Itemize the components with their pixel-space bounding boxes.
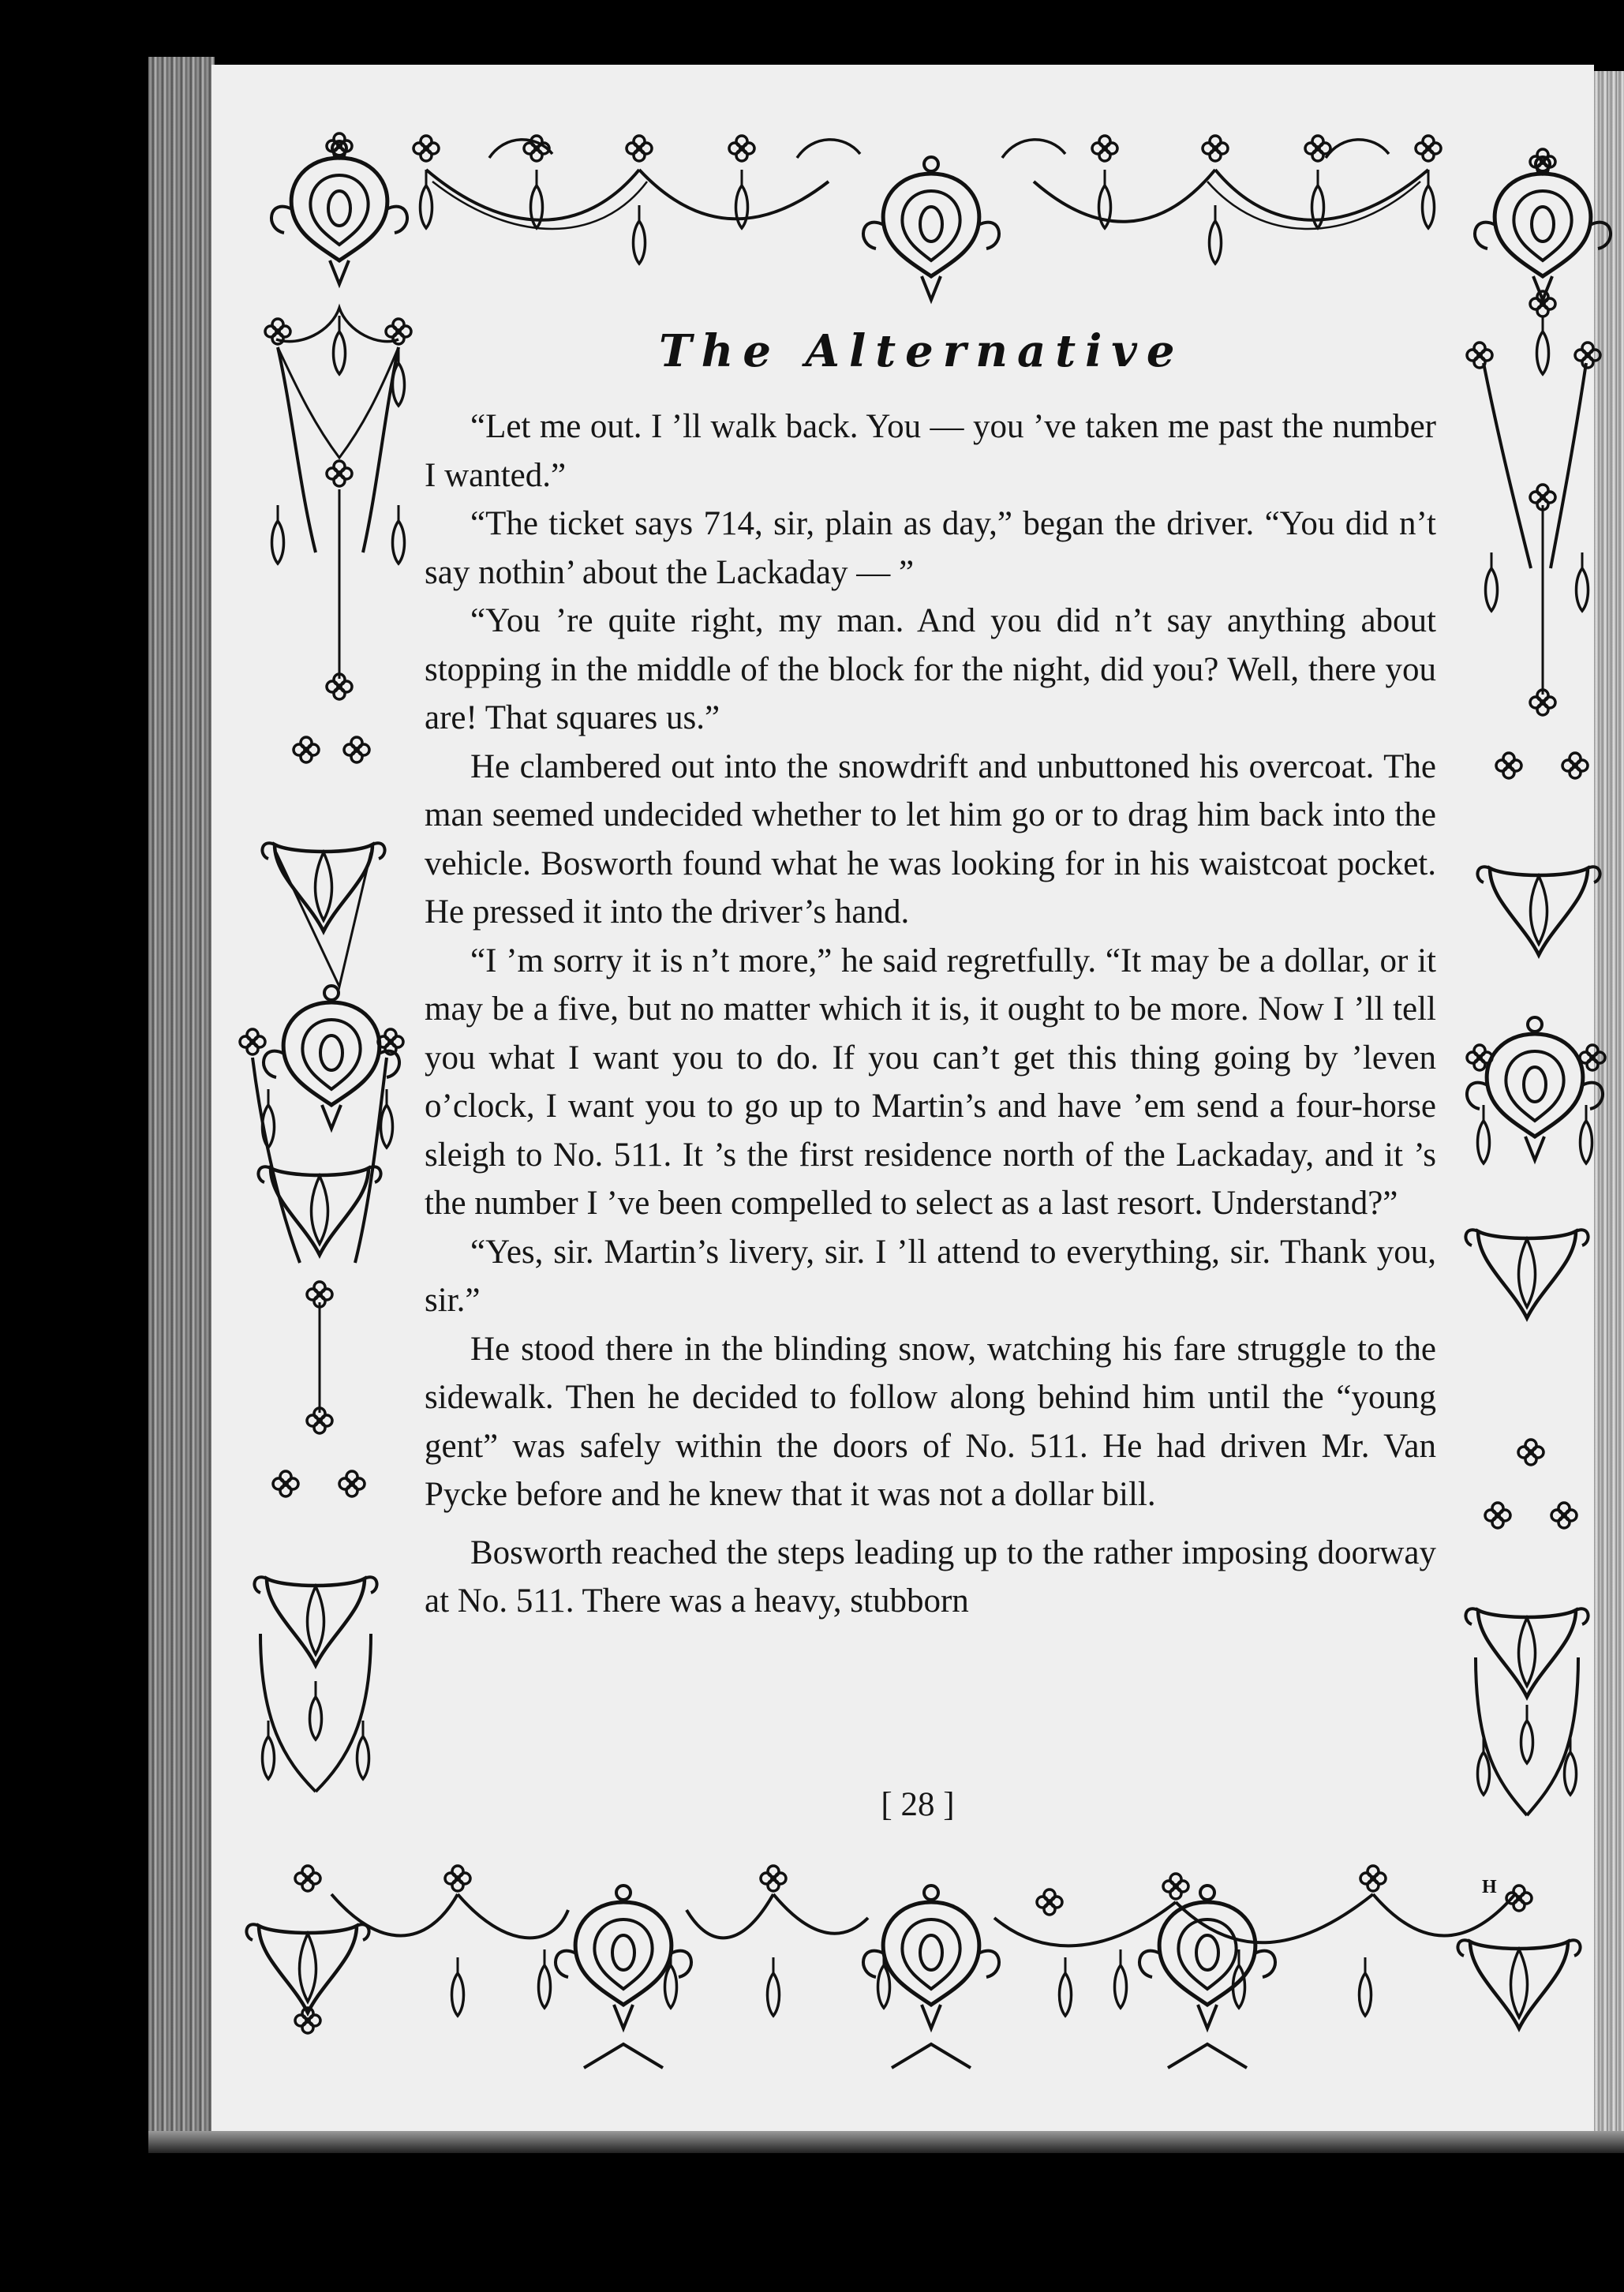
corner-ornament-top-left — [271, 141, 407, 284]
left-border-column — [240, 308, 411, 2033]
paragraph: “I ’m sorry it is n’t more,” he said regretfully. “It may be a dollar, or it may be a five, but no matter which it is, it ought to be more. Now I ’ll tell you what I want you to do. If you can’t get this thing going by ’leven o’clock, I want you to go up to Martin’s and have ’em send a four-horse sleigh to No. 511. It ’s the first residence north of the Lackaday, and it ’s the number I ’ve been compelled to select as a last resort. Understand?” — [425, 942, 1436, 1222]
top-garland — [413, 136, 1441, 300]
paragraph: “You ’re quite right, my man. And you did n’t say anything about stopping in the middle of the block for the night, did you? Well, there you are! That squares us.” — [425, 602, 1436, 736]
body-text — [425, 403, 1436, 1626]
page-number: [ 28 ] — [881, 1786, 955, 1823]
paragraph: He clambered out into the snowdrift and unbuttoned his overcoat. The man seemed undecided whether to let him go or to drag him back into the vehicle. Bosworth found what he was looking for in his waistcoat pocket. He pressed it into the driver’s hand. — [425, 747, 1436, 931]
paragraph: Bosworth reached the steps leading up to the rather imposing doorway at No. 511. There was a heavy, stubborn — [425, 1534, 1436, 1620]
chapter-title: The Alternative — [659, 325, 1184, 377]
paragraph: “The ticket says 714, sir, plain as day,” began the driver. “You did n’t say nothin’ about the Lackaday — ” — [425, 505, 1436, 591]
paragraph: He stood there in the blinding snow, watching his fare struggle to the sidewalk. Then he decided to follow along behind him until the “young gent” was safely within the doors of No. 511. He had driven Mr. Van Pycke before and he knew that it was not a dollar bill. — [425, 1330, 1436, 1513]
paragraph: “Let me out. I ’ll walk back. You — you ’ve taken me past the number I wanted.” — [425, 408, 1436, 494]
corner-ornament-top-right — [1475, 157, 1611, 300]
bottom-garland — [331, 1866, 1515, 2068]
artist-monogram: H — [1482, 1877, 1497, 1897]
right-border-column — [1457, 291, 1605, 2028]
paragraph: “Yes, sir. Martin’s livery, sir. I ’ll attend to everything, sir. Thank you, sir.” — [425, 1233, 1436, 1319]
